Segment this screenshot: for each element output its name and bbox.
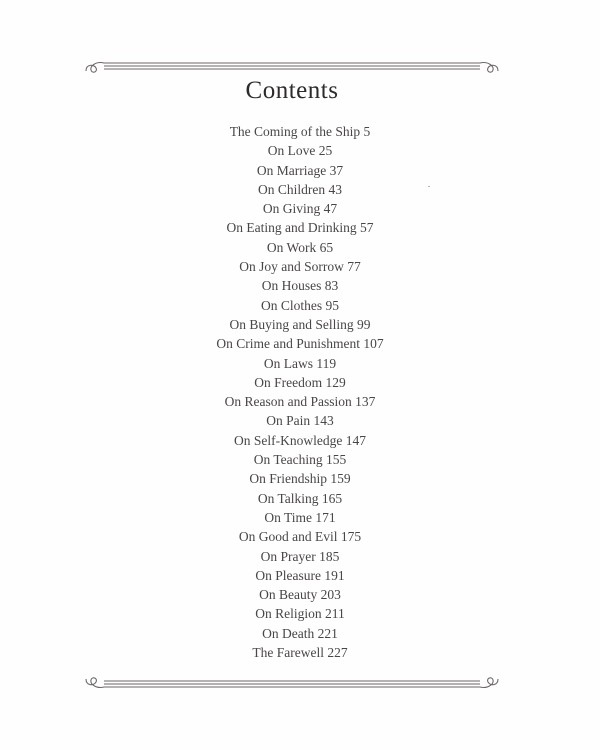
toc-entry: On Pleasure 191 <box>255 567 345 583</box>
toc-entry: On Time 171 <box>264 509 336 525</box>
toc-entry: On Houses 83 <box>261 278 339 294</box>
toc-entry: On Talking 165 <box>257 490 343 506</box>
toc-entry: On Love 25 <box>267 143 333 159</box>
toc-entry: On Children 43 <box>258 181 342 197</box>
toc-entry: On Reason and Passion 137 <box>224 394 376 410</box>
toc-entry: On Freedom 129 <box>254 374 346 390</box>
toc-entry: On Giving 47 <box>262 201 338 217</box>
toc-entry: On Buying and Selling 99 <box>229 316 371 332</box>
toc-entry: On Joy and Sorrow 77 <box>239 259 361 275</box>
toc-entry: On Beauty 203 <box>259 587 341 603</box>
toc-entry: On Self-Knowledge 147 <box>234 432 366 448</box>
toc-entry: On Laws 119 <box>263 355 337 371</box>
toc-entry: On Work 65 <box>266 239 334 255</box>
toc-entry: On Teaching 155 <box>253 452 347 468</box>
toc-entry: The Farewell 227 <box>252 645 348 661</box>
table-of-contents <box>0 122 600 662</box>
toc-entry: On Religion 211 <box>255 606 345 622</box>
toc-entry: On Good and Evil 175 <box>238 529 362 545</box>
bottom-ornamental-rule <box>82 672 502 694</box>
page-title: Contents <box>245 77 339 104</box>
toc-entry: The Coming of the Ship 5 <box>229 124 371 139</box>
toc-entry: On Eating and Drinking 57 <box>226 220 374 236</box>
toc-entry: On Friendship 159 <box>249 471 351 487</box>
toc-entry: On Prayer 185 <box>260 548 340 564</box>
toc-entry: On Crime and Punishment 107 <box>216 336 384 352</box>
top-ornamental-rule <box>82 56 502 78</box>
toc-entry: On Death 221 <box>262 625 338 641</box>
toc-entry: On Pain 143 <box>266 413 334 429</box>
toc-entry: On Clothes 95 <box>260 297 339 313</box>
toc-entry: On Marriage 37 <box>256 162 344 178</box>
